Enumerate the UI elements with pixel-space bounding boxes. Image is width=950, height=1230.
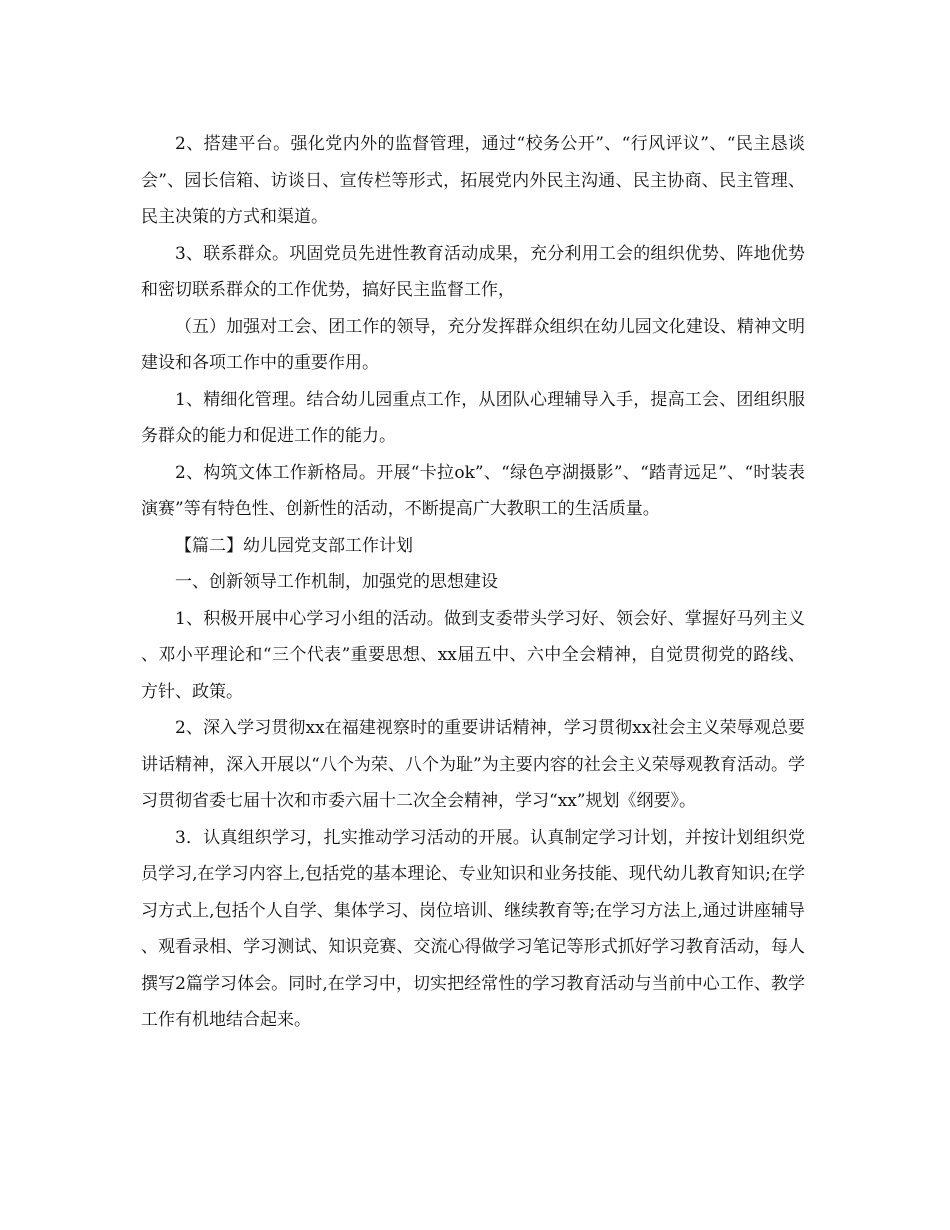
paragraph-section-five: （五）加强对工会、团工作的领导，充分发挥群众组织在幼儿园文化建设、精神文明建设和各项工作中的重要作用。	[141, 316, 805, 373]
document-body	[141, 126, 805, 1039]
paragraph-contact-masses: 3、联系群众。巩固党员先进性教育活动成果，充分利用工会的组织优势、阵地优势和密切联系群众的工作优势，搞好民主监督工作，	[141, 243, 805, 300]
paragraph-refined-management: 1、精细化管理。结合幼儿园重点工作，从团队心理辅导入手，提高工会、团组织服务群众的能力和促进工作的能力。	[141, 389, 805, 446]
heading-part-two: 【篇二】幼儿园党支部工作计划	[175, 535, 413, 556]
heading-innovate-leadership: 一、创新领导工作机制，加强党的思想建设	[175, 572, 498, 592]
paragraph-study-group: 1、积极开展中心学习小组的活动。做到支委带头学习好、领会好、掌握好马列主义、邓小平理论和“三个代表”重要思想、xx届五中、六中全会精神，自觉贯彻党的路线、方针、政策。	[141, 608, 805, 702]
paragraph-build-platform: 2、搭建平台。强化党内外的监督管理，通过“校务公开”、“行风评议”、“民主恳谈会”、园长信箱、访谈日、宣传栏等形式，拓展党内外民主沟通、民主协商、民主管理、民主决策的方式和渠道。	[141, 134, 805, 227]
paragraph-study-speech: 2、深入学习贯彻xx在福建视察时的重要讲话精神，学习贯彻xx社会主义荣辱观总要讲话精神，深入开展以“八个为荣、八个为耻”为主要内容的社会主义荣辱观教育活动。学习贯彻省委七届十次和市委六届十二次全会精神，学习“xx”规划《纲要》。	[141, 718, 805, 811]
paragraph-organize-study: 3．认真组织学习，扎实推动学习活动的开展。认真制定学习计划，并按计划组织党员学习,在学习内容上,包括党的基本理论、专业知识和业务技能、现代幼儿教育知识;在学习方式上,包括个人自学、集体学习、岗位培训、继续教育等;在学习方法上,通过讲座辅导、观看录相、学习测试、知识竞赛、交流心得做学习笔记等形式抓好学习教育活动，每人撰写2篇学习体会。同时,在学习中，切实把经常性的学习教育活动与当前中心工作、教学工作有机地结合起来。	[141, 827, 805, 1030]
paragraph-culture-sports: 2、构筑文体工作新格局。开展“卡拉ok”、“绿色亭湖摄影”、“踏青远足”、“时装表演赛”等有特色性、创新性的活动，不断提高广大教职工的生活质量。	[141, 462, 805, 519]
